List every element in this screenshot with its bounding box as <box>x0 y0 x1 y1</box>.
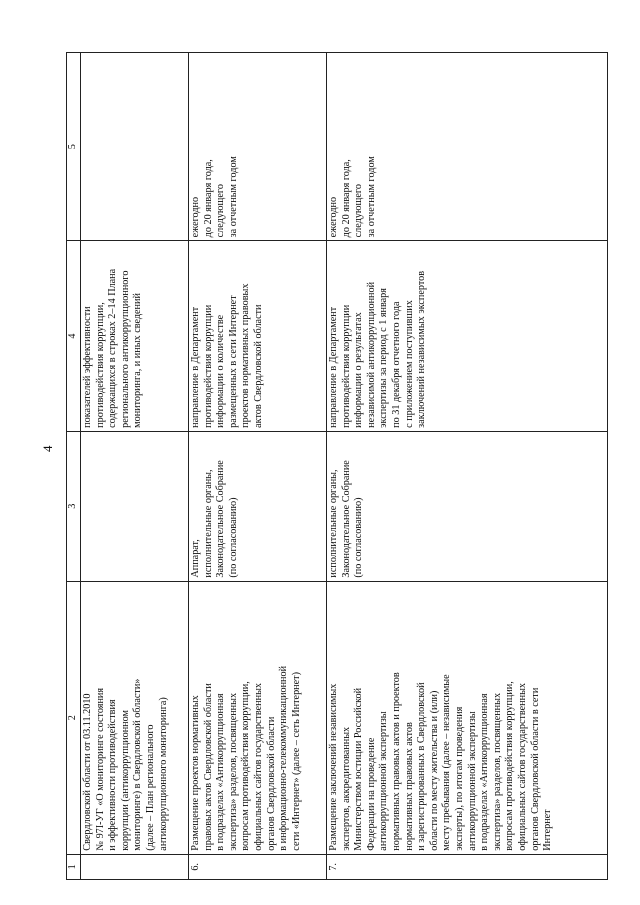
deadline-cell: ежегодно до 20 января года, следующего за отчетным годом <box>189 53 327 241</box>
column-number-5: 5 <box>67 53 81 241</box>
responsible-cell: исполнительные органы, Законодательное Собрание (по согласованию) <box>327 431 608 581</box>
result-cell: показателей эффективности противодействия коррупции, содержащихся в строках 2–14 Плана регионального антикоррупционного мониторинга, и иных сведений <box>81 241 189 432</box>
column-number-row <box>67 53 81 880</box>
responsible-cell: Аппарат, исполнительные органы, Законодательное Собрание (по согласованию) <box>189 431 327 581</box>
activity-cell: Размещение заключений независимых экспертов, аккредитованных Министерством юстиции Российской Федерации на проведение антикоррупционной экспертизы нормативных правовых актов и проектов нормативных правовых актов и зарегистрированных в Свердловской области по месту жительства и (или) месту пребывания (далее – независимые эксперты), по итогам проведения антикоррупционной экспертизы в подразделах «Антикоррупционная экспертиза» разделов, посвященных вопросам противодействия коррупции, официальных сайтов государственных органов Свердловской области в сети Интернет <box>327 581 608 854</box>
result-cell: направление в Департамент противодействия коррупции информации о результатах независимой антикоррупционной экспертизы за период с 1 января по 31 декабря отчетного года с приложением поступивших заключений независимых экспертов <box>327 241 608 432</box>
row-number: 6. <box>189 854 327 879</box>
row-number: 7. <box>327 854 608 879</box>
column-number-3: 3 <box>67 431 81 581</box>
table-row <box>327 53 608 880</box>
table-row <box>81 53 189 880</box>
deadline-cell <box>81 53 189 241</box>
deadline-cell: ежегодно до 20 января года, следующего за отчетным годом <box>327 53 608 241</box>
activity-cell: Свердловской области от 03.11.2010 № 97I-УГ «О мониторинге состояния и эффективности противодействия коррупции (антикоррупционном мониторинге) в Свердловской области» (далее – План регионального антикоррупционного мониторинга) <box>81 581 189 854</box>
responsible-cell <box>81 431 189 581</box>
column-number-4: 4 <box>67 241 81 432</box>
column-number-1: 1 <box>67 854 81 879</box>
column-number-2: 2 <box>67 581 81 854</box>
rotated-table-wrapper <box>66 52 608 880</box>
table-row <box>189 53 327 880</box>
document-table <box>66 52 608 880</box>
result-cell: направление в Департамент противодействия коррупции информации о количестве размещенных в сети Интернет проектов нормативных правовых актов Свердловской области <box>189 241 327 432</box>
page-number: 4 <box>40 445 55 452</box>
activity-cell: Размещение проектов нормативных правовых актов Свердловской области в подразделах «Антикоррупционная экспертиза» разделов, посвященных вопросам противодействия коррупции, официальных сайтов государственных органов Свердловской области в информационно-телекоммуникационной сети «Интернет» (далее – сеть Интернет) <box>189 581 327 854</box>
row-number <box>81 854 189 879</box>
